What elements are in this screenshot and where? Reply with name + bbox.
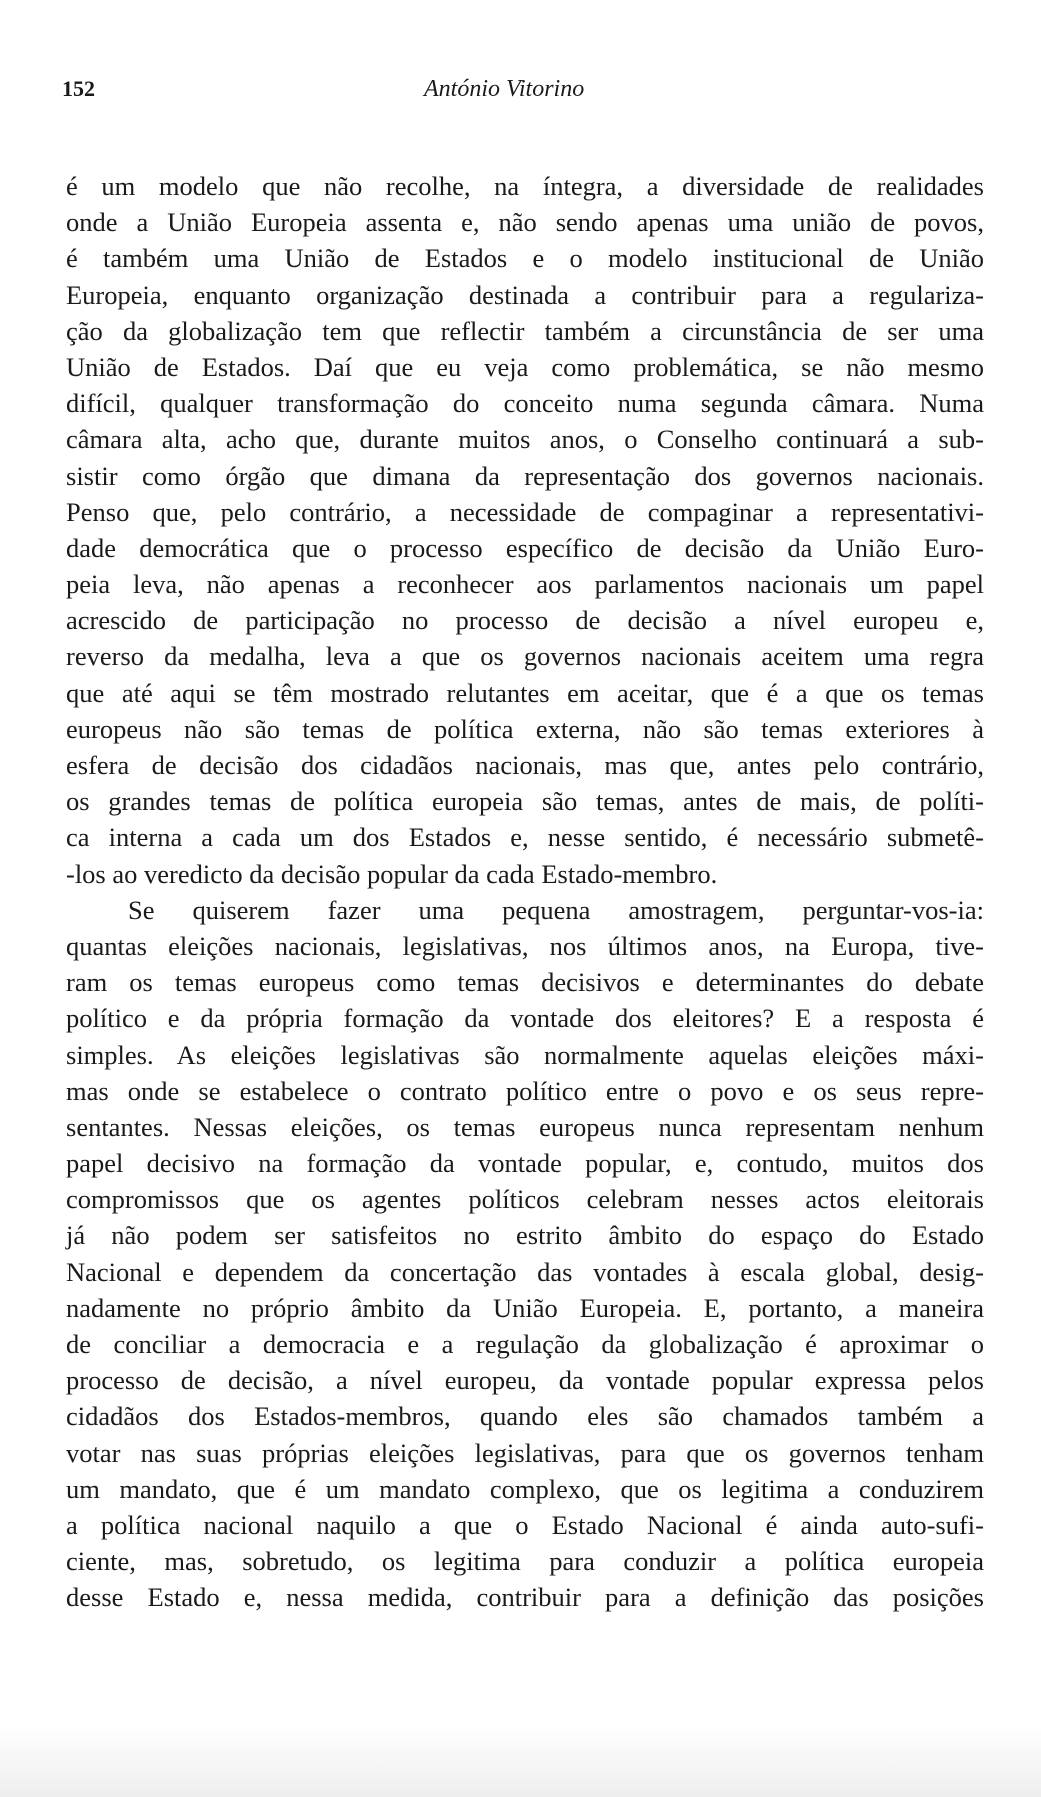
- text-line: sistir como órgão que dimana da representação dos governos nacionais.: [66, 460, 984, 491]
- text-line: já não podem ser satisfeitos no estrito âmbito do espaço do Estado: [66, 1220, 984, 1251]
- text-line: ram os temas europeus como temas decisivos e determinantes do debate: [66, 967, 984, 998]
- text-line: onde a União Europeia assenta e, não sendo apenas uma união de povos,: [66, 207, 984, 238]
- text-line: difícil, qualquer transformação do conceito numa segunda câmara. Numa: [66, 388, 984, 419]
- page-number: 152: [62, 76, 95, 101]
- text-line: dade democrática que o processo específico de decisão da União Euro-: [66, 532, 984, 563]
- text-line: mas onde se estabelece o contrato político entre o povo e os seus repre-: [66, 1075, 984, 1106]
- text-line: desse Estado e, nessa medida, contribuir para a definição das posições: [66, 1582, 984, 1613]
- text-line: -los ao veredicto da decisão popular da cada Estado-membro.: [66, 858, 718, 889]
- text-line: Penso que, pelo contrário, a necessidade de compaginar a representativi-: [66, 496, 984, 527]
- text-line: quantas eleições nacionais, legislativas, nos últimos anos, na Europa, tive-: [66, 930, 984, 961]
- text-line: processo de decisão, a nível europeu, da vontade popular expressa pelos: [66, 1365, 984, 1396]
- text-line: é um modelo que não recolhe, na íntegra, a diversidade de realidades: [66, 171, 984, 201]
- text-line: peia leva, não apenas a reconhecer aos parlamentos nacionais um papel: [66, 569, 984, 600]
- text-line: de conciliar a democracia e a regulação da globalização é aproximar o: [66, 1329, 984, 1359]
- text-line: votar nas suas próprias eleições legislativas, para que os governos tenham: [66, 1437, 984, 1468]
- text-line: os grandes temas de política europeia são temas, antes de mais, de políti-: [66, 786, 984, 817]
- text-line: que até aqui se têm mostrado relutantes em aceitar, que é a que os temas: [66, 677, 984, 708]
- running-head-author: António Vitorino: [424, 76, 585, 102]
- text-line: nadamente no próprio âmbito da União Europeia. E, portanto, a maneira: [66, 1292, 984, 1323]
- text-line: papel decisivo na formação da vontade popular, e, contudo, muitos dos: [66, 1148, 984, 1179]
- text-line: é também uma União de Estados e o modelo institucional de União: [66, 243, 984, 274]
- text-line: a política nacional naquilo a que o Estado Nacional é ainda auto-sufi-: [66, 1509, 984, 1540]
- text-line: esfera de decisão dos cidadãos nacionais, mas que, antes pelo contrário,: [66, 750, 984, 780]
- text-line: ção da globalização tem que reflectir também a circunstância de ser uma: [66, 315, 984, 346]
- paragraph: [66, 168, 984, 892]
- text-line: Nacional e dependem da concertação das vontades à escala global, desig-: [66, 1256, 984, 1287]
- text-line: Se quiserem fazer uma pequena amostragem, perguntar-vos-ia:: [128, 894, 984, 925]
- body-text: [66, 168, 984, 1616]
- text-line: Europeia, enquanto organização destinada a contribuir para a regulariza-: [66, 279, 984, 310]
- text-line: europeus não são temas de política externa, não são temas exteriores à: [66, 713, 984, 744]
- text-line: compromissos que os agentes políticos celebram nesses actos eleitorais: [66, 1184, 984, 1215]
- text-line: político e da própria formação da vontade dos eleitores? E a resposta é: [66, 1003, 984, 1034]
- text-line: ciente, mas, sobretudo, os legitima para conduzir a política europeia: [66, 1546, 984, 1577]
- text-line: ca interna a cada um dos Estados e, nesse sentido, é necessário submetê-: [66, 822, 984, 853]
- text-line: simples. As eleições legislativas são normalmente aquelas eleições máxi-: [66, 1039, 984, 1070]
- text-line: acrescido de participação no processo de decisão a nível europeu e,: [66, 605, 984, 636]
- text-line: sentantes. Nessas eleições, os temas europeus nunca representam nenhum: [66, 1111, 984, 1142]
- text-line: câmara alta, acho que, durante muitos anos, o Conselho continuará a sub-: [66, 424, 984, 455]
- text-line: reverso da medalha, leva a que os governos nacionais aceitem uma regra: [66, 641, 984, 672]
- text-line: um mandato, que é um mandato complexo, que os legitima a conduzirem: [66, 1473, 984, 1504]
- page-header: [62, 76, 1002, 110]
- text-line: cidadãos dos Estados-membros, quando eles são chamados também a: [66, 1401, 984, 1432]
- paragraph: [66, 892, 984, 1616]
- text-line: União de Estados. Daí que eu veja como problemática, se não mesmo: [66, 351, 984, 382]
